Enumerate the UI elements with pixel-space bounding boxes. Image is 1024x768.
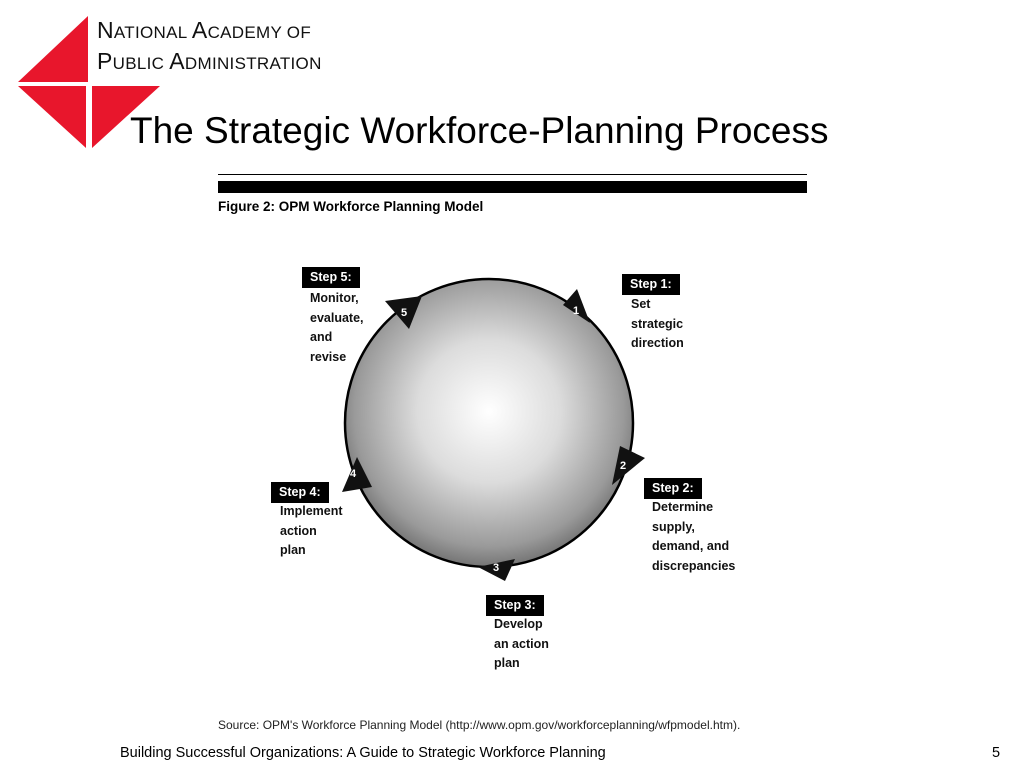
organization-name-line-2: PUBLIC ADMINISTRATION — [97, 48, 322, 74]
cycle-arrow-number-5: 5 — [401, 307, 408, 319]
step-4-tag: Step 4: — [271, 482, 329, 503]
figure-source-note: Source: OPM's Workforce Planning Model (http://www.opm.gov/workforceplanning/wfpmodel.htm). — [218, 718, 741, 732]
cycle-arrow-number-2: 2 — [620, 460, 627, 472]
organization-name-line-1: NATIONAL ACADEMY OF — [97, 17, 312, 43]
step-1-description: Set strategic direction — [631, 297, 684, 350]
step-5-tag: Step 5: — [302, 267, 360, 288]
cycle-arrow-number-1: 1 — [573, 305, 580, 317]
cycle-arrow-number-4: 4 — [350, 468, 357, 480]
step-5-description: Monitor, evaluate, and revise — [310, 291, 364, 364]
figure-caption: Figure 2: OPM Workforce Planning Model — [218, 199, 484, 214]
step-3-description: Develop an action plan — [494, 617, 549, 670]
cycle-sphere — [345, 279, 633, 567]
footer-text: Building Successful Organizations: A Guide to Strategic Workforce Planning — [120, 745, 606, 761]
step-2-description: Determine supply, demand, and discrepancies — [652, 500, 736, 573]
step-1-tag: Step 1: — [622, 274, 680, 295]
step-2-tag: Step 2: — [644, 478, 702, 499]
step-3-tag: Step 3: — [486, 595, 544, 616]
step-4-description: Implement action plan — [280, 504, 343, 557]
slide-title: The Strategic Workforce-Planning Process — [130, 110, 829, 151]
page-number: 5 — [992, 745, 1001, 761]
cycle-arrow-number-3: 3 — [493, 562, 500, 574]
